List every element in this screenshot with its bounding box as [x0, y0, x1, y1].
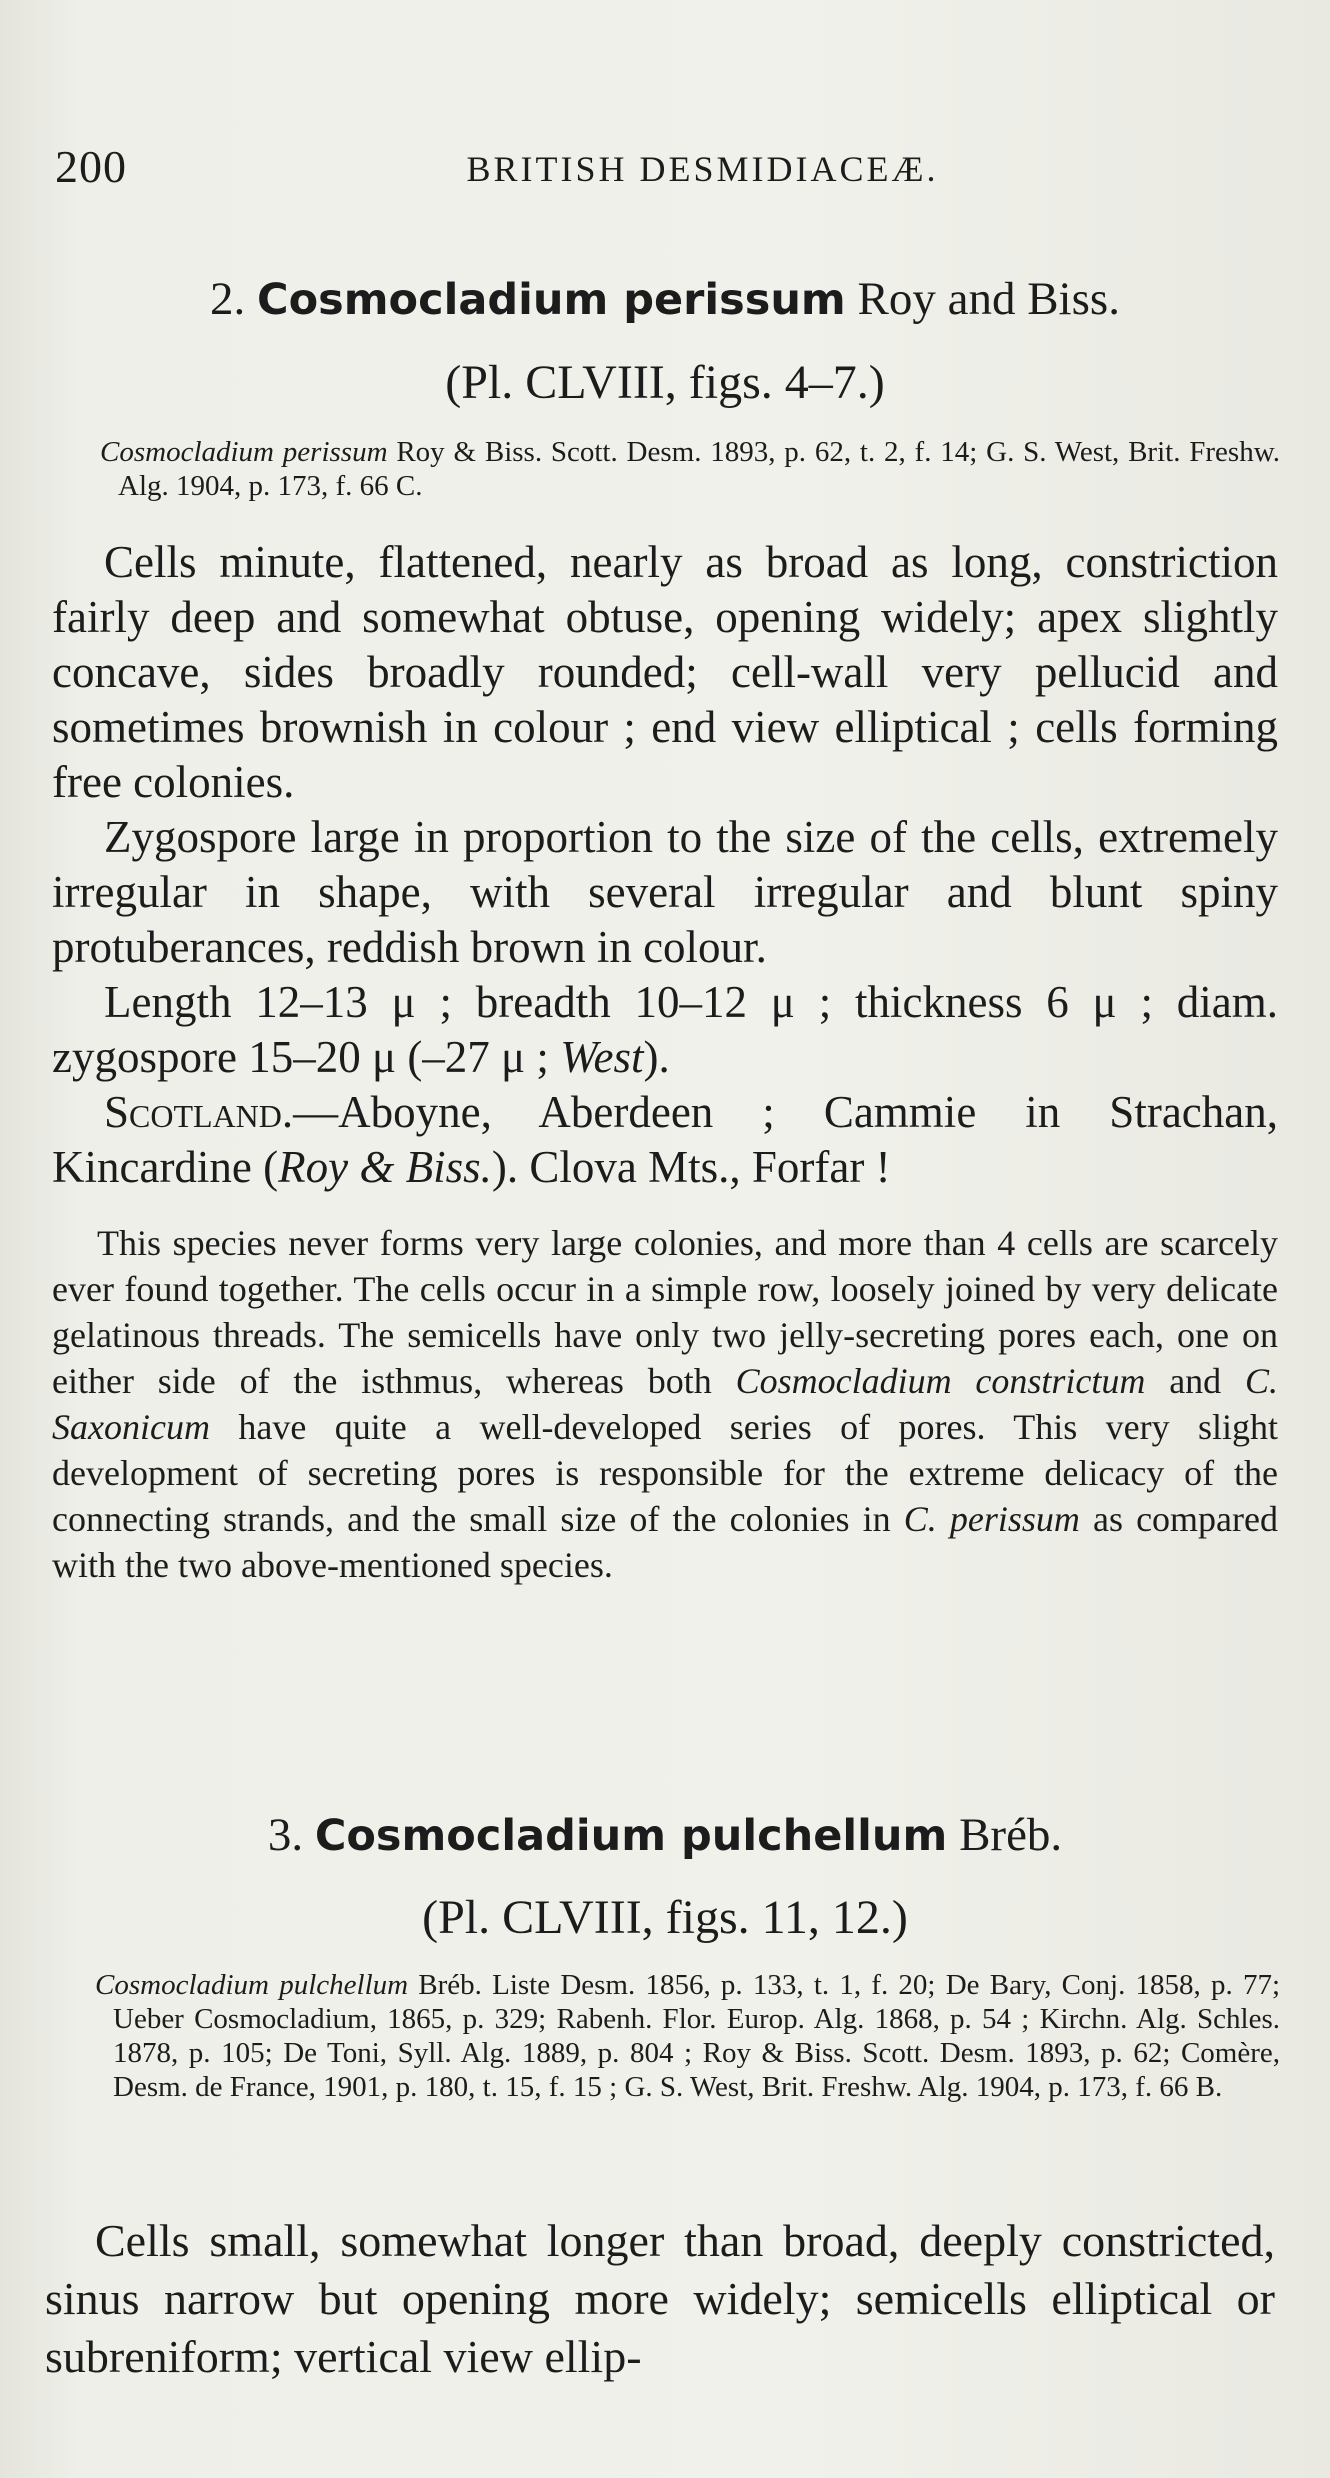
notes-text: and — [1145, 1361, 1245, 1401]
bibliography-references — [100, 435, 1280, 503]
locality-authors: Roy & Biss. — [278, 1142, 492, 1192]
locality-end: ). Clova Mts., Forfar ! — [491, 1142, 891, 1192]
measurements-end: ). — [643, 1032, 670, 1082]
locality-region: Scotland. — [104, 1087, 294, 1137]
locality-text: —Aboyne, Aberdeen ; Cammie in Strachan, Kincardine ( — [52, 1087, 1278, 1192]
notes-species-ref: C. perissum — [903, 1499, 1080, 1539]
description-locality — [52, 1085, 1278, 1195]
species-description: Cells small, somewhat longer than broad, deeply constricted, sinus narrow but opening more widely; semicells elliptical or subreniform; vertical view ellip- — [45, 2215, 1275, 2382]
measurements-text: Length 12–13 μ ; breadth 10–12 μ ; thickness 6 μ ; diam. zygospore 15–20 μ (–27 μ ; — [52, 977, 1278, 1082]
bibliography-references — [95, 1968, 1280, 2104]
species-heading — [0, 1808, 1330, 1862]
page-number: 200 — [55, 141, 127, 192]
plate-reference: (Pl. CLVIII, figs. 11, 12.) — [422, 1891, 908, 1944]
description-cells: Cells minute, flattened, nearly as broad as long, constriction fairly deep and somewhat obtuse, opening widely; apex slightly concave, sides broadly rounded; cell-wall very pellucid and sometimes brownish in colour ; end view elliptical ; cells forming free colonies. — [52, 537, 1278, 807]
notes-species-ref: C. Saxonicum — [52, 1361, 1278, 1447]
species-number: 3. — [267, 1809, 304, 1861]
reference-text: Roy & Biss. Scott. Desm. 1893, p. 62, t. 2, f. 14; G. S. West, Brit. Freshw. Alg. 1904, p. 173, f. 66 C. — [118, 436, 1281, 502]
plate-reference: (Pl. CLVIII, figs. 4–7.) — [445, 356, 885, 409]
reference-species-name: Cosmocladium pulchellum — [95, 1969, 409, 2001]
reference-text: Bréb. Liste Desm. 1856, p. 133, t. 1, f. 20; De Bary, Conj. 1858, p. 77; Ueber Cosmocladium, 1865, p. 329; Rabenh. Flor. Europ. Alg. 1868, p. 54 ; Kirchn. Alg. Schles. 1878, p. 105; De Toni, Syll. Alg. 1889, p. 804 ; Roy & Biss. Scott. Desm. 1893, p. 62; Comère, Desm. de France, 1901, p. 180, t. 15, f. 15 ; G. S. West, Brit. Freshw. Alg. 1904, p. 173, f. 66 B. — [113, 1969, 1281, 2103]
description-measurements — [52, 975, 1278, 1085]
species-name: Cosmocladium perissum — [257, 275, 846, 325]
measurement-authority: West — [560, 1032, 644, 1082]
species-authority: Bréb. — [959, 1809, 1063, 1861]
notes-text: have quite a well-developed series of pores. This very slight development of secreting pores is responsible for the extreme delicacy of the connecting strands, and the small size of the colonies in — [52, 1407, 1278, 1539]
species-heading — [0, 272, 1330, 326]
reference-species-name: Cosmocladium perissum — [100, 436, 388, 468]
notes-text: This species never forms very large colonies, and more than 4 cells are scarcely ever found together. The cells occur in a simple row, loosely joined by very delicate gelatinous threads. The semicells have only two jelly-secreting pores each, one on either side of the isthmus, whereas both — [52, 1223, 1278, 1401]
description-zygospore: Zygospore large in proportion to the size of the cells, extremely irregular in shape, with several irregular and blunt spiny protuberances, reddish brown in colour. — [52, 812, 1278, 972]
species-notes — [52, 1220, 1278, 1588]
species-authority: Roy and Biss. — [857, 273, 1120, 325]
species-number: 2. — [210, 273, 246, 325]
species-name: Cosmocladium pulchellum — [314, 1811, 948, 1861]
species-description — [52, 535, 1278, 1195]
page-header — [55, 140, 1270, 200]
notes-text: as compared with the two above-mentioned species. — [52, 1499, 1278, 1585]
running-title: BRITISH DESMIDIACEÆ. — [466, 149, 939, 189]
notes-species-ref: Cosmocladium constrictum — [735, 1361, 1146, 1401]
